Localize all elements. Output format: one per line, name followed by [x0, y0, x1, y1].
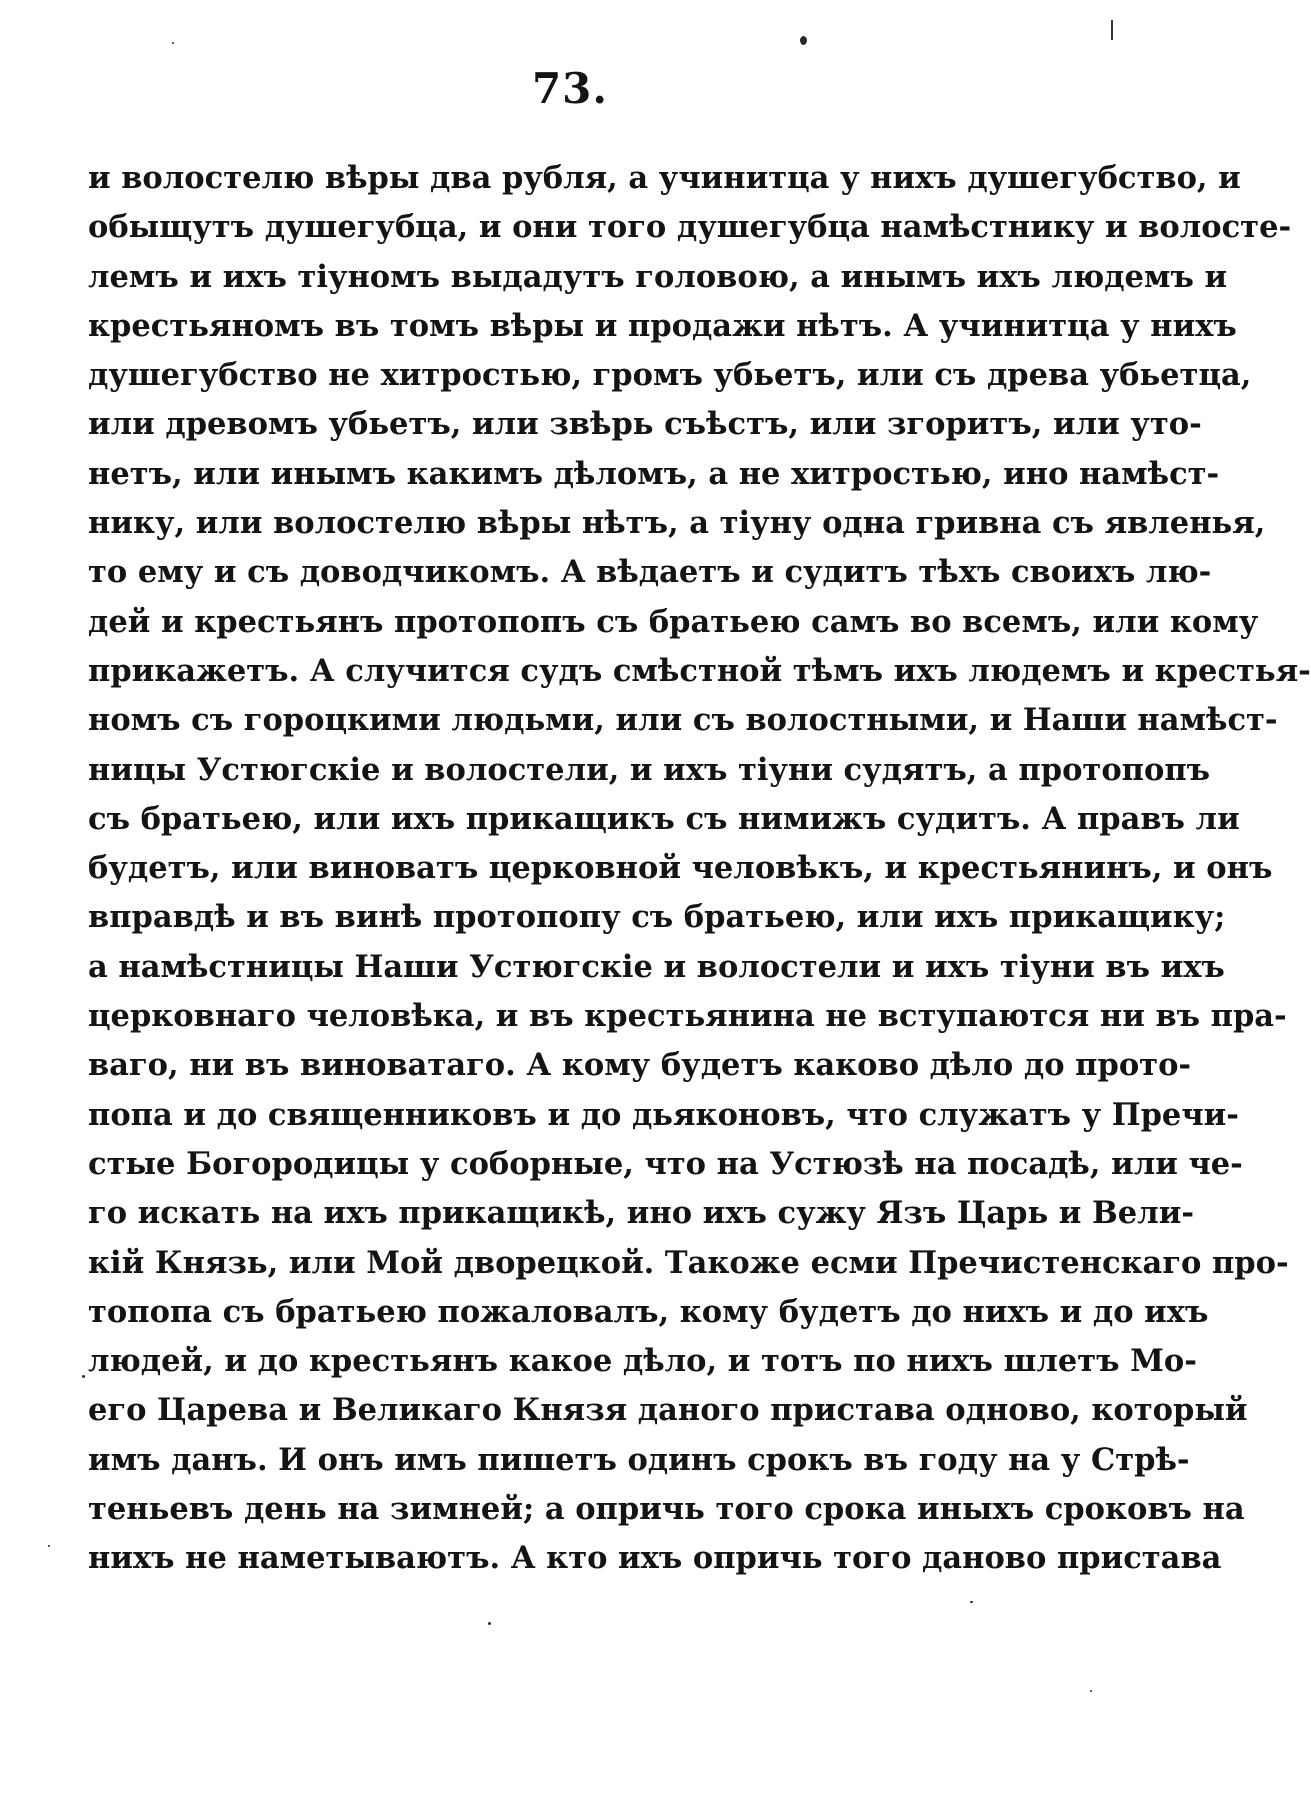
text-line: теньевъ день на зимней; а опричь того срока иныхъ сроковъ на — [88, 1491, 1245, 1528]
scan-speck — [1090, 1690, 1092, 1692]
text-line: съ братьею, или ихъ прикащикъ съ нимижъ судитъ. А правъ ли — [88, 800, 1240, 837]
text-line: церковнаго человѣка, и въ крестьянина не вступаются ни въ пра- — [88, 998, 1287, 1035]
page-number: 73. — [531, 64, 609, 113]
text-line: стые Богородицы у соборные, что на Устюзѣ на посадѣ, или че- — [88, 1145, 1243, 1182]
scan-speck — [172, 42, 174, 44]
text-line: нихъ не наметываютъ. А кто ихъ опричь того даново пристава — [88, 1540, 1222, 1577]
text-line: то ему и съ доводчикомъ. А вѣдаетъ и судитъ тѣхъ своихъ лю- — [88, 554, 1212, 591]
scan-edge-mark — [1111, 20, 1113, 40]
text-line: крестьяномъ въ томъ вѣры и продажи нѣтъ. А учинитца у нихъ — [88, 307, 1237, 344]
text-line: его Царева и Великаго Князя даного пристава одново, который — [88, 1392, 1248, 1429]
scan-speck — [800, 36, 807, 45]
text-line: людей, и до крестьянъ какое дѣло, и тотъ по нихъ шлетъ Мо- — [88, 1343, 1197, 1380]
text-line: будетъ, или виноватъ церковной человѣкъ, и крестьянинъ, и онъ — [88, 850, 1273, 887]
text-line: вправдѣ и въ винѣ протопопу съ братьею, или ихъ прикащику; — [88, 899, 1226, 936]
text-line: прикажетъ. А случится судъ смѣстной тѣмъ ихъ людемъ и крестья- — [88, 652, 1311, 689]
text-line: нику, или волостелю вѣры нѣтъ, а тіуну одна гривна съ явленья, — [88, 505, 1266, 542]
text-line: лемъ и ихъ тіуномъ выдадутъ головою, а инымъ ихъ людемъ и — [88, 258, 1228, 295]
text-line: ницы Устюгскіе и волостели, и ихъ тіуни судятъ, а протопопъ — [88, 751, 1211, 788]
scan-speck — [82, 1375, 85, 1378]
text-line: или древомъ убьетъ, или звѣрь съѣстъ, или згоритъ, или уто- — [88, 406, 1202, 443]
text-line: обыщутъ душегубца, и они того душегубца намѣстнику и волосте- — [88, 209, 1292, 246]
text-line: ваго, ни въ виноватаго. А кому будетъ каково дѣло до прото- — [88, 1047, 1192, 1084]
text-line: и волостелю вѣры два рубля, а учинитца у нихъ душегубство, и — [88, 160, 1241, 196]
text-line: дей и крестьянъ протопопъ съ братьею самъ во всемъ, или кому — [88, 603, 1259, 640]
text-line: попа и до священниковъ и до дьяконовъ, что служатъ у Пречи- — [88, 1096, 1239, 1133]
text-line: нетъ, или инымъ какимъ дѣломъ, а не хитростью, ино намѣст- — [88, 455, 1220, 492]
text-line: имъ данъ. И онъ имъ пишетъ одинъ срокъ въ году на у Стрѣ- — [88, 1441, 1190, 1478]
text-line: го искать на ихъ прикащикѣ, ино ихъ сужу Язъ Царь и Вели- — [88, 1195, 1194, 1232]
text-line: душегубство не хитростью, громъ убьетъ, или съ древа убьетца, — [88, 357, 1252, 394]
scan-speck — [488, 1622, 491, 1625]
text-line: кій Князь, или Мой дворецкой. Такоже есми Пречистенскаго про- — [88, 1244, 1289, 1281]
body-text — [88, 154, 1311, 1584]
text-line: топопа съ братьею пожаловалъ, кому будетъ до нихъ и до ихъ — [88, 1293, 1209, 1330]
scan-speck — [970, 1601, 973, 1603]
text-line: а намѣстницы Наши Устюгскіе и волостели и ихъ тіуни въ ихъ — [88, 948, 1225, 985]
text-line: номъ съ гороцкими людьми, или съ волостными, и Наши намѣст- — [88, 702, 1278, 739]
scan-speck — [48, 1545, 50, 1547]
